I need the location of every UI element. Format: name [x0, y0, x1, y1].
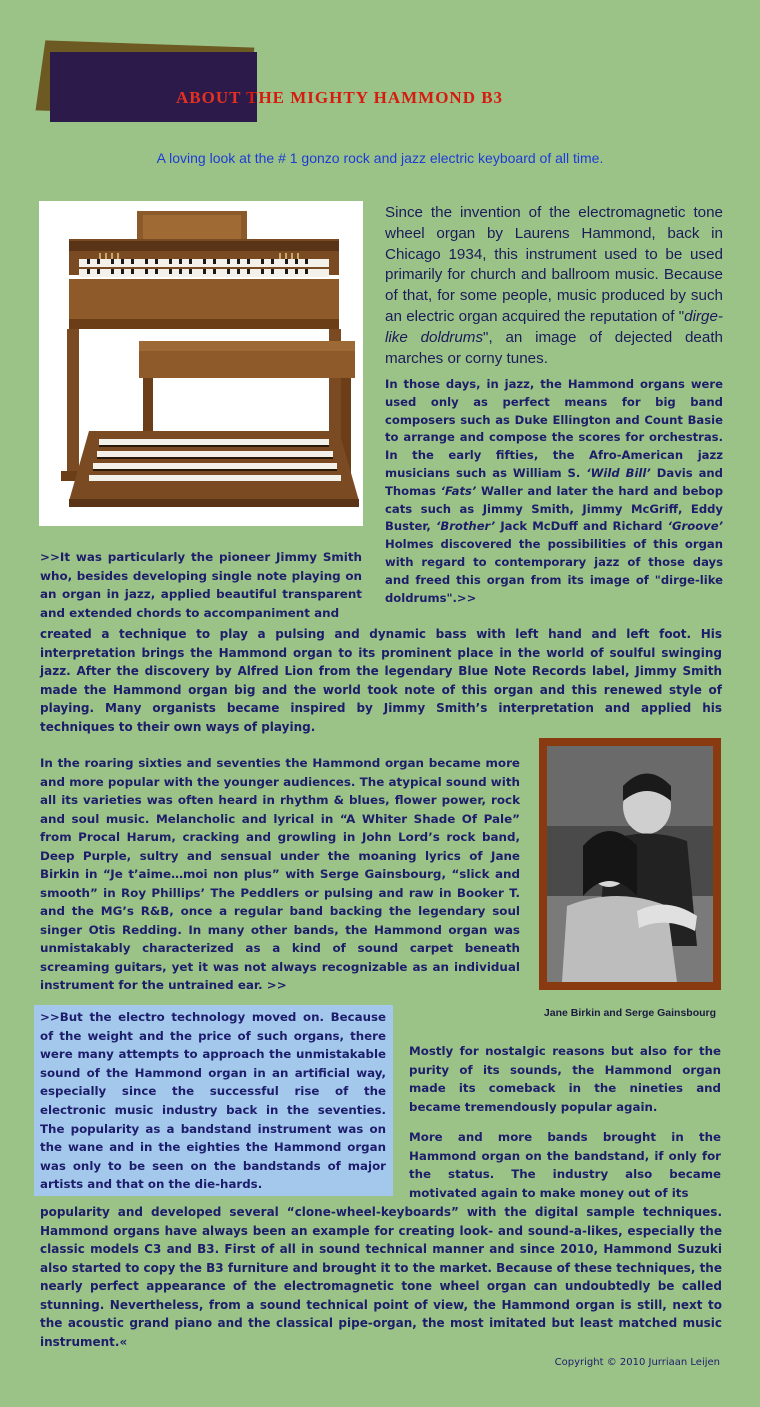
paragraph-2: [385, 376, 723, 607]
p2-text-c: Waller and later the hard and bebop cats such as Jimmy Smith, Jimmy McGriff, Eddy Buster,: [385, 483, 723, 534]
p2-text-b: Davis and Thomas: [385, 465, 723, 498]
page-title: [176, 88, 503, 108]
p2-text-a: In those days, in jazz, the Hammond organs were used only as perfect means for big band composers such as Duke Ellington and Count Basie to arrange and compose the scores for orchestras. In the early fifties, the Afro-American jazz musicians such as William S.: [385, 377, 723, 480]
paragraph-6: >>But the electro technology moved on. Because of the weight and the price of such organs, there were many attempts to approach the unmistakable sound of the Hammond organ in an artificial way, especially since the successful rise of the electronic music industry back in the seventies. The popularity as a bandstand instrument was on the wane and in the eighties the Hammond organ was only to be seen on the bandstands of major artists and that on the die-hards.: [40, 1010, 386, 1192]
paragraph-1: [385, 203, 723, 369]
title-about: ABOUT: [176, 88, 242, 107]
paragraph-4: created a technique to play a pulsing and dynamic bass with left hand and left foot. His interpretation brings the Hammond organ to its prominent place in the world of soulful swinging jazz. After the discovery by Alfred Lion from the legendary Blue Note Records label, Jimmy Smith made the Hammond organ big and the world took note of this organ and this renewed style of playing. Many organists became inspired by Jimmy Smith’s interpretation and applied his techniques to their own ways of playing.: [40, 627, 722, 734]
subtitle: A loving look at the # 1 gonzo rock and jazz electric keyboard of all time.: [156, 150, 604, 166]
paragraph-9: popularity and developed several “clone-wheel-keyboards” with the digital sample techniques. Hammond organs have always been an example for creating look- and sound-a-likes, especially the classic models C3 and B3. First of all in sound technical manner and since 2010, Hammond Suzuki also started to copy the B3 furniture and brought it to the market. Because of these techniques, the nearly perfect appearance of the electromagnetic tone wheel organ can undoubtedly be called stunning. Nevertheless, from a sound technical point of view, the Hammond organ is still, next to the acoustic grand piano and the classical pipe-organ, the most imitated but least matched music instrument.«: [40, 1205, 722, 1349]
p2-emphasis-1: ‘Wild Bill’: [586, 465, 651, 480]
p1-text-b: ", an image of dejected death marches or corny tunes.: [385, 328, 723, 367]
p2-text-d: Jack McDuff and Richard: [495, 519, 668, 534]
p2-text-e: Holmes discovered the possibilities of this organ with regard to contemporary jazz of those days and freed this organ from its image of "dirge-like doldrums".>>: [385, 537, 723, 605]
p1-text-a: Since the invention of the electromagnetic tone wheel organ by Laurens Hammond, back in Chicago 1934, this instrument used to be used primarily for church and ballroom music. Because of that, for some people, music produced by such an electric organ acquired the reputation of ": [385, 204, 723, 325]
title-main: THE MIGHTY HAMMOND B3: [246, 88, 504, 107]
paragraph-3: >>It was particularly the pioneer Jimmy Smith who, besides developing single note playing on an organ in jazz, applied beautiful transparent and extended chords to accompaniment and: [40, 550, 362, 620]
p1-emphasis: dirge-like doldrums: [385, 307, 723, 346]
hammond-organ-image: [39, 201, 363, 526]
title-box: [50, 52, 257, 122]
paragraph-7: Mostly for nostalgic reasons but also for the purity of its sounds, the Hammond organ made its comeback in the nineties and became tremendously popular again.: [409, 1044, 721, 1114]
photo-caption: Jane Birkin and Serge Gainsbourg: [543, 1007, 717, 1019]
copyright: Copyright © 2010 Jurriaan Leijen: [554, 1357, 720, 1368]
p2-emphasis-3: ‘Brother’: [435, 519, 496, 534]
p2-emphasis-4: ‘Groove’: [667, 519, 723, 534]
jane-birkin-serge-gainsbourg-photo: [547, 746, 713, 982]
paragraph-8: More and more bands brought in the Hammond organ on the bandstand, if only for the status. The industry also became motivated again to make money out of its: [409, 1130, 721, 1200]
paragraph-5: In the roaring sixties and seventies the Hammond organ became more and more popular with the younger audiences. The atypical sound with all its varieties was often heard in rhythm & blues, flower power, rock and soul music. Melancholic and lyrical in “A Whiter Shade Of Pale” from Procal Harum, cracking and growling in John Lord’s rock band, Deep Purple, sultry and sensual under the moaning lyrics of Jane Birkin in “Je t’aime…moi non plus” with Serge Gainsbourg, “slick and smooth” in Roy Phillips’ The Peddlers or pulsing and raw in Booker T. and the MG’s R&B, once a regular band backing the legendary soul singer Otis Redding. In many other bands, the Hammond organ was unmistakably characterized as a kind of sound carpet beneath screaming guitars, yet it was not always recognizable as an individual instrument for the untrained ear. >>: [40, 756, 520, 992]
p2-emphasis-2: ‘Fats’: [440, 483, 477, 498]
photo-frame: [539, 738, 721, 990]
